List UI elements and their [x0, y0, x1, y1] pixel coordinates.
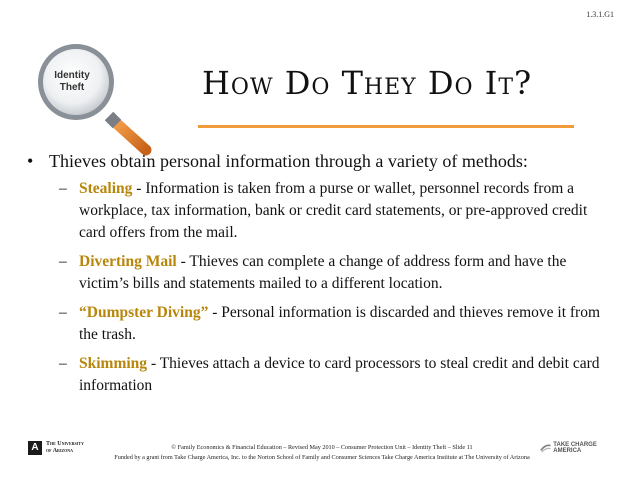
method-description: - Information is taken from a purse or wallet, personnel records from a workplace, tax information, bank or credit card statements, or pre-approved credit card offers from the mail. — [79, 180, 588, 241]
university-a-icon: A — [28, 441, 42, 455]
method-item — [59, 353, 617, 397]
take-charge-america-logo — [540, 440, 612, 456]
university-logo-line2: of Arizona — [46, 448, 74, 454]
magnifier-label-line1: Identity — [54, 70, 90, 81]
magnifier-label-line2: Theft — [59, 82, 85, 93]
university-logo-text — [46, 441, 84, 455]
method-text — [79, 178, 617, 244]
footer-funding: Funded by a grant from Take Charge America, Inc. to the Norton School of Family and Consumer Sciences Take Charge America Institute at The University of Arizona — [114, 454, 530, 461]
method-text — [79, 353, 617, 397]
method-term: “Dumpster Diving” — [79, 304, 209, 321]
method-term: Skimming — [79, 355, 148, 372]
method-text — [79, 302, 617, 346]
magnifier-label — [44, 70, 100, 94]
take-charge-swoosh-icon — [540, 441, 551, 455]
method-item — [59, 302, 617, 346]
magnifier-icon — [20, 40, 160, 160]
dash-icon: – — [59, 304, 67, 321]
slide-title: How Do They Do It? — [202, 64, 533, 102]
footer-copyright: © Family Economics & Financial Education – Revised May 2010 – Consumer Protection Unit – Identity Theft – Slide 11 — [171, 444, 473, 451]
main-bullet-text: Thieves obtain personal information through a variety of methods: — [49, 151, 528, 171]
method-description: - Thieves can complete a change of address form and have the victim’s bills and statements mailed to a different location. — [79, 253, 567, 292]
bullet-icon: • — [27, 151, 34, 171]
dash-icon: – — [59, 253, 67, 270]
method-term: Stealing — [79, 180, 133, 197]
method-item — [59, 178, 617, 244]
university-logo-line1: The University — [46, 441, 84, 447]
university-logo — [28, 440, 108, 456]
slide-code: 1.3.1.G1 — [586, 10, 614, 19]
main-bullet — [27, 150, 617, 172]
method-item — [59, 251, 617, 295]
slide-content — [27, 150, 617, 404]
take-charge-logo-text: TAKE CHARGE AMERICA — [553, 442, 597, 454]
method-description: - Personal information is discarded and thieves remove it from the trash. — [79, 304, 601, 343]
method-description: - Thieves attach a device to card processors to steal credit and debit card information — [79, 355, 600, 394]
methods-list — [59, 178, 617, 397]
footer-text — [104, 443, 540, 463]
method-term: Diverting Mail — [79, 253, 177, 270]
method-text — [79, 251, 617, 295]
title-underline — [198, 125, 574, 128]
dash-icon: – — [59, 180, 67, 197]
dash-icon: – — [59, 355, 67, 372]
